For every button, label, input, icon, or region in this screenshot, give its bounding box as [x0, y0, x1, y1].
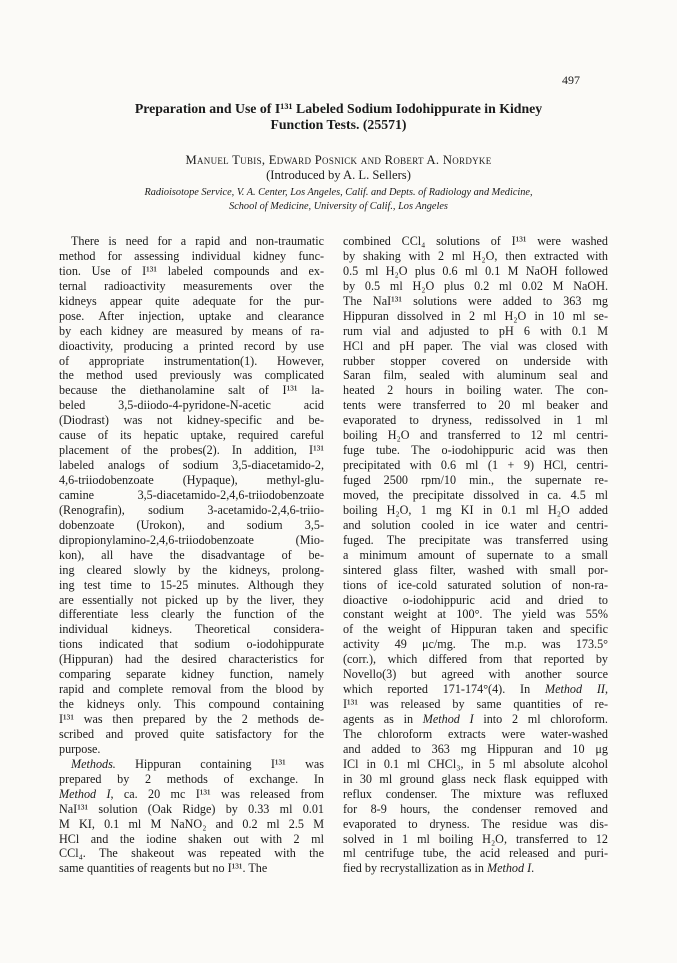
text-line: a minimum amount of supernate to a small [343, 547, 608, 562]
text-line: precipitated with 0.6 ml (1 + 9) HCl, centri- [343, 458, 608, 473]
text-line: which reported 171-174°(4). In Method II, [343, 682, 608, 697]
authors: Manuel Tubis, Edward Posnick and Robert A. Nordyke [185, 153, 492, 167]
text-line: of the weight of Hippuran taken and specific [343, 622, 608, 637]
title-line: Preparation and Use of I¹³¹ Labeled Sodium Iodohippurate in Kidney [134, 101, 543, 116]
text-line: by shaking with 2 ml H₂O, then extracted with [343, 248, 608, 263]
text-line: I¹³¹ was then prepared by the 2 methods de- [59, 712, 324, 726]
text-line: dioactivity, producing a printed record by use [59, 338, 324, 353]
text-line: same quantities of reagents but no I¹³¹. The [59, 861, 268, 876]
text-line: tents were transferred to 20 ml beaker and [343, 398, 608, 413]
text-line: 0.5 ml H₂O plus 0.6 ml 0.1 M NaOH followed [343, 263, 608, 278]
article-title [95, 101, 582, 133]
text-line: activity 49 μc/mg. The m.p. was 173.5° [343, 637, 608, 652]
text-line: dobenzoate (Urokon), and sodium 3,5- [59, 517, 324, 532]
text-line: sintered glass filter, washed with small por- [343, 562, 608, 577]
text-line: fuged 2500 rpm/10 min., the supernate re- [343, 473, 608, 487]
text-line: beled 3,5-diiodo-4-pyridone-N-acetic acid [59, 398, 324, 413]
text-line: scribed and proved quite satisfactory for the [59, 726, 324, 741]
page-number: 497 [562, 73, 580, 87]
text-line: constant weight at 100°. The yield was 55% [343, 607, 608, 622]
text-line: prepared by 2 methods of exchange. In [59, 771, 324, 786]
text-line: ing cleared slowly by the kidneys, prolong- [59, 562, 324, 577]
text-line: NaI¹³¹ solution (Oak Ridge) by 0.33 ml 0.01 [59, 801, 324, 816]
text-line: because the diethanolamine salt of I¹³¹ la- [59, 383, 324, 398]
text-line: fuged. The precipitate was transferred using [343, 532, 608, 547]
text-line: and solution cooled in ice water and centri- [343, 517, 608, 532]
text-line: solved in 1 ml boiling H₂O, transferred to 12 [343, 831, 608, 846]
text-line: HCl and the iodine shaken out with 2 ml [59, 831, 324, 846]
text-line: evaporated to dryness. The residue was dis- [343, 816, 608, 831]
text-line: of appropriate instrumentation(1). However, [59, 353, 324, 368]
text-line: purpose. [59, 741, 101, 756]
text-line: ICl in 0.1 ml CHCl₃, in 5 ml absolute alcohol [343, 756, 608, 771]
text-line: Method I, ca. 20 mc I¹³¹ was released from [59, 786, 324, 801]
text-line: Saran film, sealed with aluminum seal and [343, 368, 608, 383]
text-line: dipropionylamino-2,4,6-triiodobenzoate (Mio- [59, 532, 324, 547]
text-line: M KI, 0.1 ml M NaNO₂ and 0.2 ml 2.5 M [59, 816, 324, 831]
text-line: (Hippuran) had the desired characteristics for [59, 652, 324, 667]
text-line: Hippuran dissolved in 2 ml H₂O in 10 ml se- [343, 308, 608, 323]
text-line: in 30 ml ground glass neck flask equipped with [343, 771, 608, 786]
text-line: The NaI¹³¹ solutions were added to 363 mg [343, 293, 608, 308]
text-line: The chloroform extracts were water-washed [343, 726, 608, 741]
text-line: by 0.5 ml H₂O plus 0.2 ml 0.02 M NaOH. [343, 278, 608, 293]
affiliation-line: Radioisotope Service, V. A. Center, Los Angeles, Calif. and Depts. of Radiology and Medicine, [144, 187, 533, 198]
text-line: (Diodrast) was not kidney-specific and be- [59, 413, 324, 428]
right-column [343, 234, 608, 876]
text-line: by each kidney are measured by means of ra- [59, 323, 324, 338]
text-line: combined CCl₄ solutions of I¹³¹ were washed [343, 234, 608, 248]
affiliation [60, 186, 617, 214]
text-line: rubber stopper covered on underside with [343, 353, 608, 368]
affiliation-line: School of Medicine, University of Calif., Los Angeles [229, 201, 448, 212]
text-line: pose. After injection, uptake and clearance [59, 308, 324, 323]
introduced-by: (Introduced by A. L. Sellers) [266, 168, 411, 182]
text-line: method for assessing individual kidney func- [59, 248, 324, 263]
left-column [59, 234, 324, 876]
text-line: tions of ice-cold saturated solution of non-ra- [343, 577, 608, 592]
title-line: Function Tests. (25571) [270, 117, 407, 132]
text-line: moved, the precipitate dissolved in ca. 4.5 ml [343, 487, 608, 502]
text-line: differentiate less clearly the function of the [59, 607, 324, 622]
text-line: and added to 363 mg Hippuran and 10 μg [343, 741, 608, 756]
text-line: camine 3,5-diacetamido-2,4,6-triiodobenzoate [59, 487, 324, 502]
text-line: dioactive o-iodohippuric acid and dried to [343, 592, 608, 607]
text-line: boiling H₂O, 1 mg KI in 0.1 ml H₂O added [343, 502, 608, 517]
text-line: rapid and complete removal from the blood by [59, 682, 324, 697]
text-line: CCl₄. The shakeout was repeated with the [59, 846, 324, 861]
text-line: tion. Use of I¹³¹ labeled compounds and ex- [59, 263, 324, 278]
text-line: evaporated to dryness, redissolved in 1 ml [343, 413, 608, 428]
text-line: for 8-9 hours, the condenser removed and [343, 801, 608, 816]
text-line: placement of the probes(2). In addition, I¹³¹ [59, 443, 324, 458]
text-line: Methods. Hippuran containing I¹³¹ was [71, 756, 324, 771]
text-line: ternal radioactivity measurements over the [59, 278, 324, 293]
text-line: individual kidneys. Theoretical considera- [59, 622, 324, 637]
text-line: tions indicated that sodium o-iodohippurate [59, 637, 324, 652]
text-line: cause of its hepatic uptake, required careful [59, 428, 324, 443]
text-line: (Renografin), sodium 3-acetamido-2,4,6-triio- [59, 502, 324, 517]
text-line: rum vial and adjusted to pH 6 with 0.1 M [343, 323, 608, 338]
text-line: labeled analogs of sodium 3,5-diacetamido-2, [59, 458, 324, 473]
text-line: fied by recrystallization as in Method I. [343, 861, 535, 876]
text-line: the kidneys only. This compound containing [59, 697, 324, 712]
text-line: agents as in Method I into 2 ml chloroform. [343, 712, 608, 726]
text-line: boiling H₂O and transferred to 12 ml centri- [343, 428, 608, 443]
text-line: 4,6-triiodobenzoate (Hypaque), methyl-glu- [59, 473, 324, 487]
text-line: kidneys appear quite adequate for the pur- [59, 293, 324, 308]
text-line: There is need for a rapid and non-traumatic [71, 234, 324, 248]
text-line: ing test time to 15-25 minutes. Although they [59, 577, 324, 592]
text-line: reflux condenser. The mixture was refluxed [343, 786, 608, 801]
text-line: the method used previously was complicated [59, 368, 324, 383]
text-line: HCl and pH paper. The vial was closed with [343, 338, 608, 353]
text-line: kon), all have the disadvantage of be- [59, 547, 324, 562]
text-line: heated 2 hours in boiling water. The con- [343, 383, 608, 398]
text-line: are essentially not picked up by the liver, they [59, 592, 324, 607]
text-line: fuge tube. The o-iodohippuric acid was then [343, 443, 608, 458]
text-line: Novello(3) but agreed with another source [343, 667, 608, 682]
text-line: (corr.), which differed from that reported by [343, 652, 608, 667]
text-line: ml centrifuge tube, the acid released and puri- [343, 846, 608, 861]
text-line: I¹³¹ was released by same quantities of re- [343, 697, 608, 712]
text-line: comparing separate kidney function, namely [59, 667, 324, 682]
